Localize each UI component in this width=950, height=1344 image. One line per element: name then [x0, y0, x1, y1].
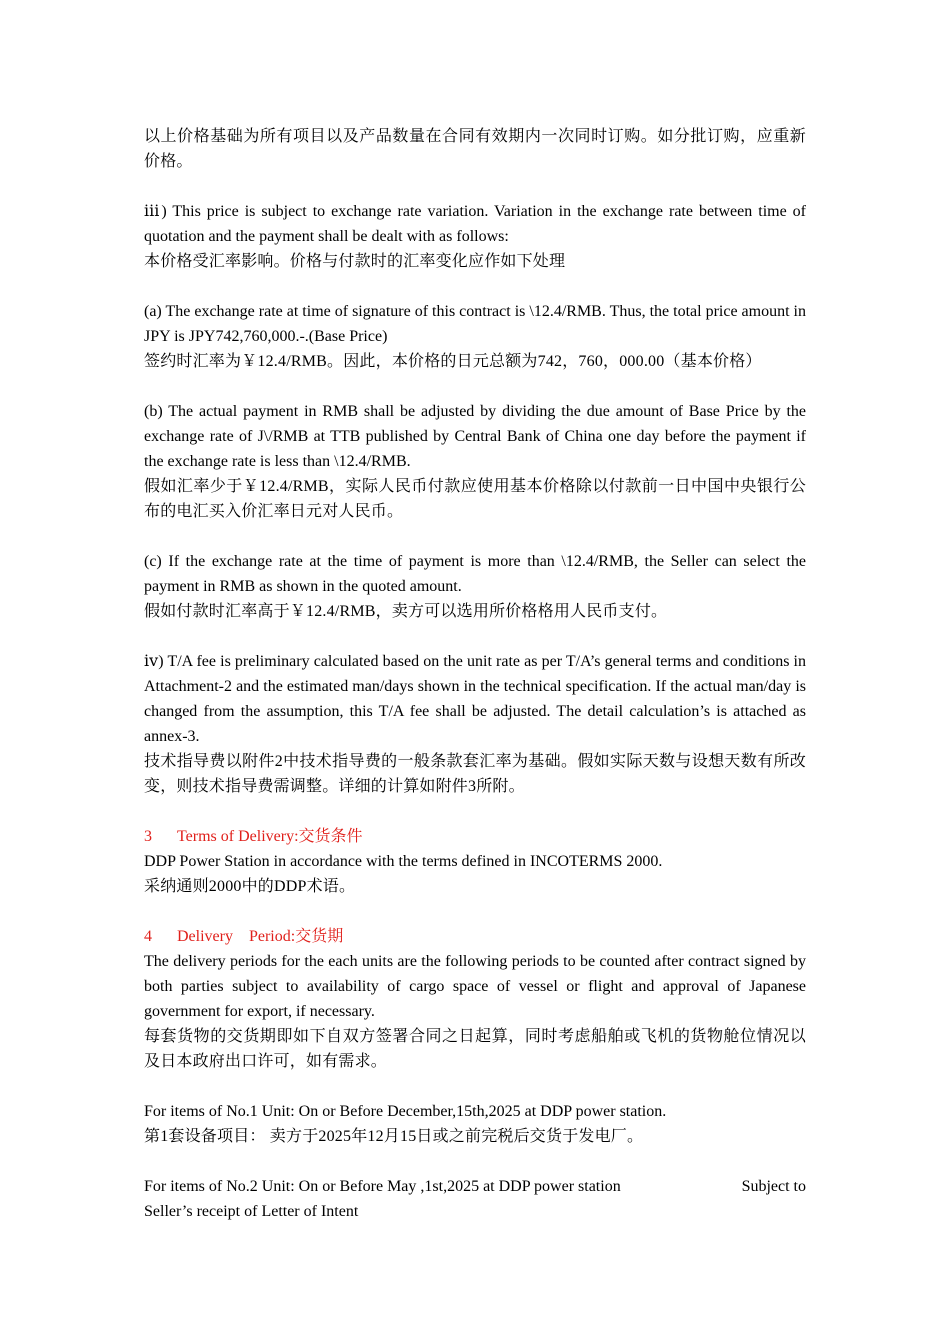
- spacer: [144, 1074, 806, 1099]
- unit-1-delivery-cn: 第1套设备项目： 卖方于2025年12月15日或之前完税后交货于发电厂。: [144, 1128, 644, 1145]
- section-4-en: The delivery periods for the each units are the following periods to be counted after contract signed by both parties subject to availability of cargo space of vessel or flight and approval of Japanese government for export, if necessary.: [144, 953, 806, 1020]
- section-4-cn: 每套货物的交货期即如下自双方签署合同之日起算，同时考虑船舶或飞机的货物舱位情况以及日本政府出口许可，如有需求。: [144, 1028, 806, 1070]
- unit-2-delivery-en: For items of No.2 Unit: On or Before May ,1st,2025 at DDP power station: [144, 1178, 621, 1195]
- spacer: [144, 274, 806, 299]
- unit-2-delivery-line: [144, 1174, 806, 1199]
- clause-c-en: (c) If the exchange rate at the time of payment is more than \12.4/RMB, the Seller can select the payment in RMB as shown in the quoted amount.: [144, 553, 806, 595]
- section-3-en: DDP Power Station in accordance with the terms defined in INCOTERMS 2000.: [144, 853, 663, 870]
- clause-a-en: (a) The exchange rate at time of signature of this contract is \12.4/RMB. Thus, the total price amount in JPY is JPY742,760,000.-.(Base Price): [144, 303, 806, 345]
- document-page: [144, 124, 806, 1224]
- price-basis-cn: 以上价格基础为所有项目以及产品数量在合同有效期内一次同时订购。如分批订购，应重新价格。: [144, 128, 806, 170]
- spacer: [144, 624, 806, 649]
- section-4-number: 4: [144, 928, 152, 945]
- spacer: [144, 799, 806, 824]
- section-4-heading: [144, 924, 806, 949]
- section-3-heading: [144, 824, 806, 849]
- spacer: [144, 374, 806, 399]
- exchange-rate-clause-en: ⅲ) This price is subject to exchange rate variation. Variation in the exchange rate between time of quotation and the payment shall be dealt with as follows:: [144, 203, 806, 245]
- section-3-number: 3: [144, 828, 152, 845]
- spacer: [144, 1149, 806, 1174]
- spacer: [144, 899, 806, 924]
- section-3-cn: 采纳通则2000中的DDP术语。: [144, 878, 356, 895]
- clause-b-en: (b) The actual payment in RMB shall be adjusted by dividing the due amount of Base Price by the exchange rate of J\/RMB at TTB published by Central Bank of China one day before the payment if the exchange rate is less than \12.4/RMB.: [144, 403, 806, 470]
- unit-2-subject-to: Subject to: [741, 1178, 806, 1195]
- unit-1-delivery-en: For items of No.1 Unit: On or Before December,15th,2025 at DDP power station.: [144, 1103, 667, 1120]
- spacer: [144, 174, 806, 199]
- clause-c-cn: 假如付款时汇率高于￥12.4/RMB，卖方可以选用所价格格用人民币支付。: [144, 603, 668, 620]
- ta-fee-clause-en: ⅳ) T/A fee is preliminary calculated based on the unit rate as per T/A’s general terms and conditions in Attachment-2 and the estimated man/days shown in the technical specification. If the actual man/day is changed from the assumption, this T/A fee shall be adjusted. The detail calculation’s is attached as annex-3.: [144, 653, 806, 745]
- section-3-title: Terms of Delivery:交货条件: [177, 828, 363, 845]
- ta-fee-clause-cn: 技术指导费以附件2中技术指导费的一般条款套汇率为基础。假如实际天数与设想天数有所改变，则技术指导费需调整。详细的计算如附件3所附。: [144, 753, 806, 795]
- exchange-rate-clause-cn: 本价格受汇率影响。价格与付款时的汇率变化应作如下处理: [144, 253, 566, 270]
- unit-2-delivery-cont: Seller’s receipt of Letter of Intent: [144, 1203, 359, 1220]
- spacer: [144, 524, 806, 549]
- section-4-title: Delivery Period:交货期: [177, 928, 344, 945]
- clause-a-cn: 签约时汇率为￥12.4/RMB。因此，本价格的日元总额为742，760，000.00（基本价格）: [144, 353, 762, 370]
- clause-b-cn: 假如汇率少于￥12.4/RMB，实际人民币付款应使用基本价格除以付款前一日中国中央银行公布的电汇买入价汇率日元对人民币。: [144, 478, 806, 520]
